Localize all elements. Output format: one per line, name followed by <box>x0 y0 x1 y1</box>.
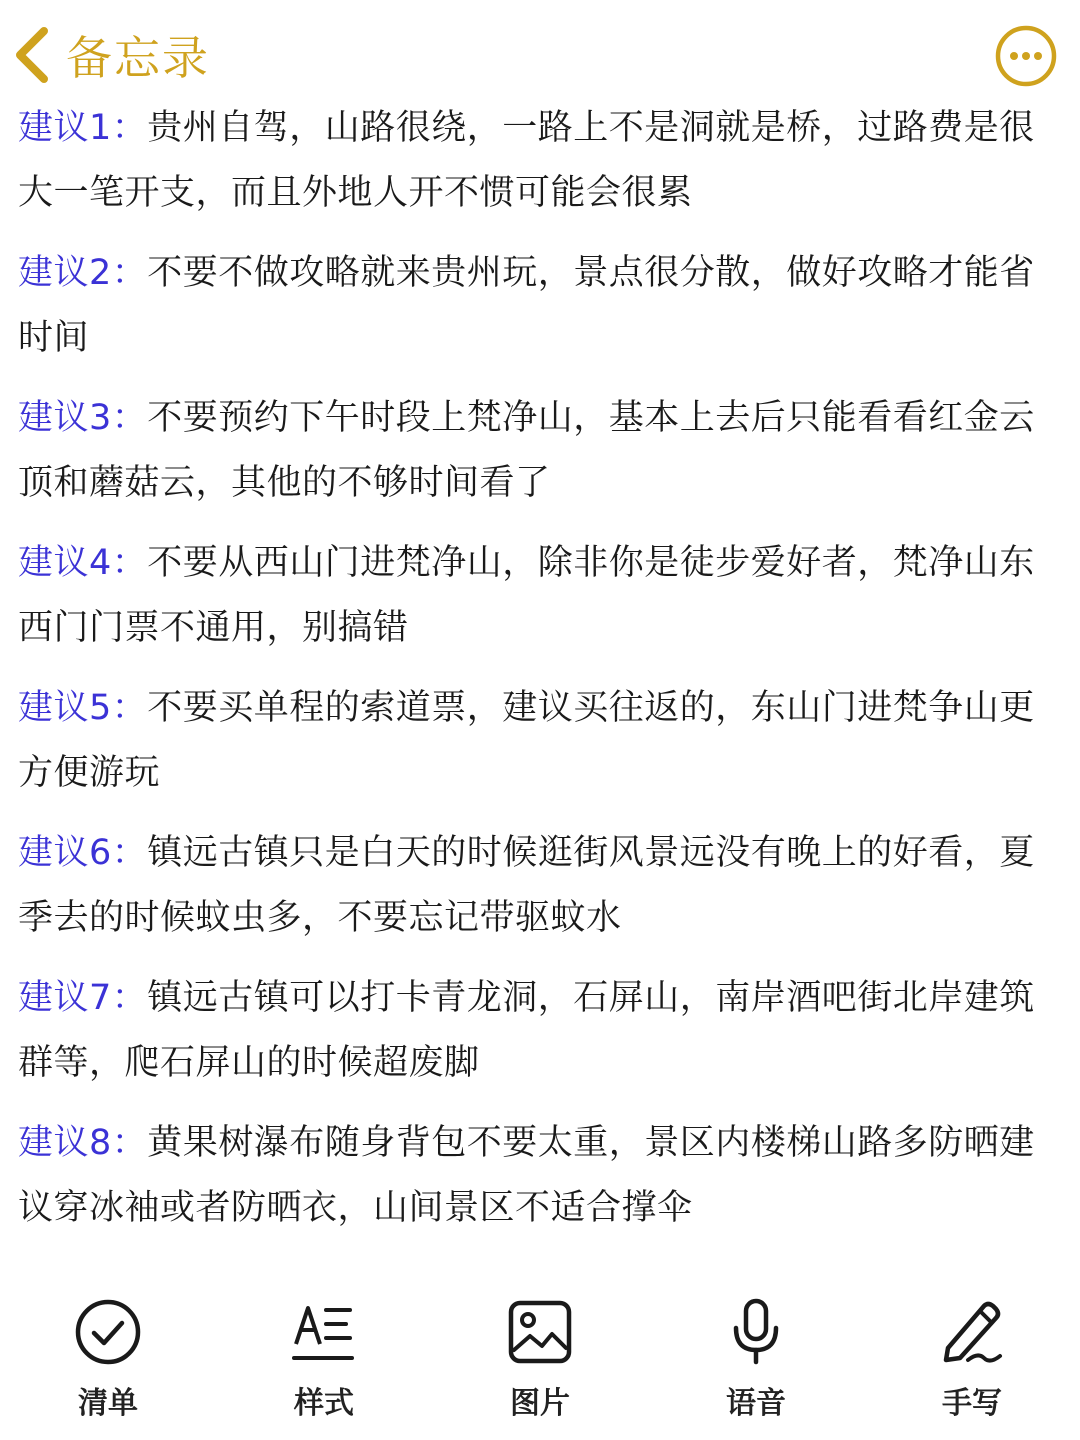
tip-text: 不要预约下午时段上梵净山，基本上去后只能看看红金云顶和蘑菇云，其他的不够时间看了 <box>18 398 1035 503</box>
checklist-label: 清单 <box>78 1386 138 1421</box>
text-style-label: 样式 <box>294 1386 354 1421</box>
tip-item-4 <box>18 531 1038 661</box>
tip-text: 不要不做攻略就来贵州玩，景点很分散，做好攻略才能省时间 <box>18 253 1035 358</box>
handwriting-label: 手写 <box>942 1386 1002 1421</box>
tip-label: 建议3： <box>18 398 148 438</box>
tip-item-7 <box>18 966 1038 1096</box>
checklist-icon <box>74 1298 142 1366</box>
image-icon <box>506 1298 574 1366</box>
tip-item-2 <box>18 241 1038 371</box>
tip-item-8 <box>18 1111 1038 1241</box>
note-content[interactable] <box>18 96 1038 1256</box>
tip-text: 镇远古镇可以打卡青龙洞，石屏山，南岸酒吧街北岸建筑群等，爬石屏山的时候超废脚 <box>18 978 1035 1083</box>
tip-label: 建议7： <box>18 978 148 1018</box>
text-style-icon <box>290 1298 358 1366</box>
chevron-left-icon <box>12 25 52 85</box>
handwriting-pen-icon <box>938 1298 1006 1366</box>
tip-item-3 <box>18 386 1038 516</box>
microphone-icon <box>722 1298 790 1366</box>
checklist-button[interactable] <box>38 1290 178 1430</box>
image-label: 图片 <box>510 1386 570 1421</box>
tip-label: 建议2： <box>18 253 148 293</box>
tip-label: 建议4： <box>18 543 148 583</box>
bottom-toolbar <box>0 1290 1080 1440</box>
voice-label: 语音 <box>726 1386 786 1421</box>
tip-label: 建议8： <box>18 1123 148 1163</box>
tip-item-6 <box>18 821 1038 951</box>
tip-label: 建议1： <box>18 108 148 148</box>
tip-text: 不要买单程的索道票，建议买往返的，东山门进梵争山更方便游玩 <box>18 688 1035 793</box>
tip-text: 贵州自驾，山路很绕，一路上不是洞就是桥，过路费是很大一笔开支，而且外地人开不惯可能会很累 <box>18 108 1035 213</box>
tip-label: 建议5： <box>18 688 148 728</box>
tip-item-1 <box>18 96 1038 226</box>
more-horizontal-icon <box>994 24 1058 88</box>
tip-item-5 <box>18 676 1038 806</box>
tip-label: 建议6： <box>18 833 148 873</box>
handwriting-button[interactable] <box>902 1290 1042 1430</box>
more-button[interactable] <box>994 24 1058 88</box>
voice-button[interactable] <box>686 1290 826 1430</box>
back-label: 备忘录 <box>66 31 210 85</box>
image-button[interactable] <box>470 1290 610 1430</box>
back-button[interactable] <box>12 22 210 88</box>
tip-text: 黄果树瀑布随身背包不要太重，景区内楼梯山路多防晒建议穿冰袖或者防晒衣，山间景区不适合撑伞 <box>18 1123 1035 1228</box>
text-style-button[interactable] <box>254 1290 394 1430</box>
navigation-bar <box>0 0 1080 110</box>
tip-text: 不要从西山门进梵净山，除非你是徒步爱好者，梵净山东西门门票不通用，别搞错 <box>18 543 1035 648</box>
tip-text: 镇远古镇只是白天的时候逛街风景远没有晚上的好看，夏季去的时候蚊虫多，不要忘记带驱蚊水 <box>18 833 1035 938</box>
